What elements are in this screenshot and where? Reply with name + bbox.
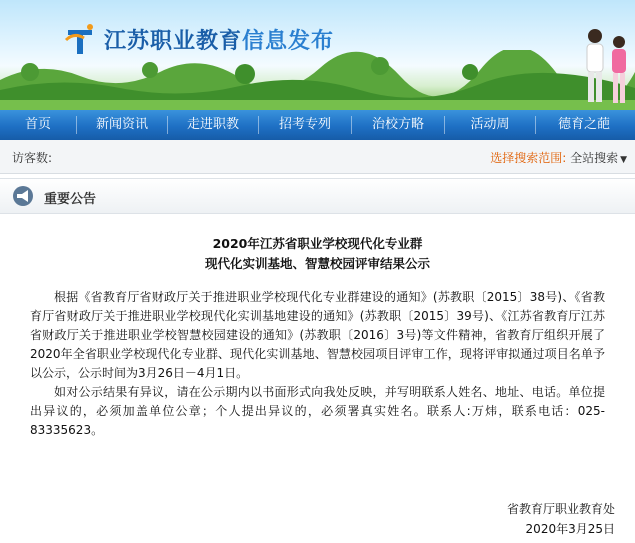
logo-icon [62,22,98,58]
signature-date: 2020年3月25日 [525,522,615,536]
info-bar [0,140,635,174]
visitor-count-label: 访客数: [12,151,53,165]
nav-item-governance[interactable]: 治校方略 [371,117,424,132]
article-paragraph: 根据《省教育厅省财政厅关于推进职业学校现代化专业群建设的通知》(苏教职〔2015〕38号)、《省教育厅省财政厅关于推进职业学校现代化实训基地建设的通知》(苏教职〔2015〕39号)、《江苏省教育厅江苏省财政厅关于推进职业学校智慧校园建设的通知》(苏教职〔2016〕3号)等文件精神，省教育厅组织开展了2020年全省职业学校现代化专业群、现代化实训基地、智慧校园项目评审工作，现将评审拟通过项目名单予以公示，公示时间为3月26日－4月1日。 [30,290,605,380]
nav-item-moral-education[interactable]: 德育之葩 [557,117,610,132]
main-nav [0,110,635,140]
article-title-line2: 现代化实训基地、智慧校园评审结果公示 [204,256,430,271]
nav-item-admissions[interactable]: 招考专列 [278,117,331,132]
signature-department: 省教育厅职业教育处 [506,502,615,516]
landscape-illustration [0,50,635,110]
nav-item-home[interactable]: 首页 [24,117,51,132]
chevron-down-icon[interactable]: ▼ [620,155,627,165]
section-header [0,178,635,214]
nav-item-about[interactable]: 走进职教 [186,117,239,132]
nav-item-activity-week[interactable]: 活动周 [470,117,510,132]
section-title: 重要公告 [44,192,97,207]
article-paragraph: 如对公示结果有异议，请在公示期内以书面形式向我处反映，并写明联系人姓名、地址、电话。单位提出异议的，必须加盖单位公章；个人提出异议的，必须署真实姓名。联系人:万炜，联系电话：025-83335623。 [30,385,605,437]
nav-item-news[interactable]: 新闻资讯 [95,117,148,132]
students-illustration [575,18,635,110]
search-scope [490,149,627,166]
site-title-accent: 信息发布 [242,29,335,54]
site-banner [0,0,635,110]
search-scope-select[interactable]: 全站搜索 [570,151,619,165]
site-title[interactable] [104,24,334,55]
site-title-main: 江苏职业教育 [104,29,243,54]
search-scope-label: 选择搜索范围: [490,151,567,165]
megaphone-icon [10,185,36,207]
article-title-line1: 2020年江苏省职业学校现代化专业群 [212,236,423,251]
